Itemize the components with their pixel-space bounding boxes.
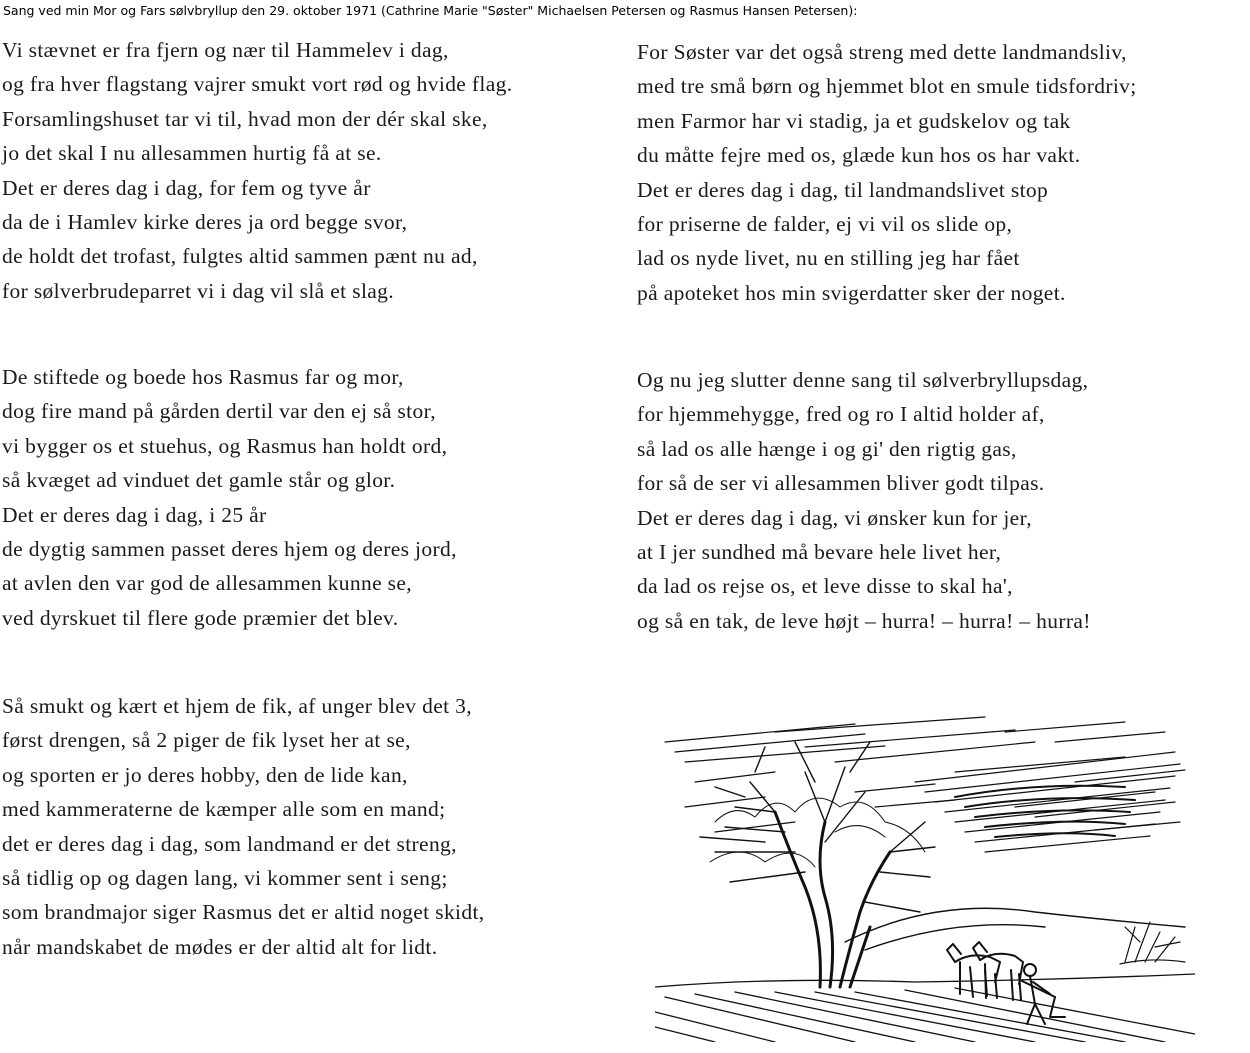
bush: [1120, 922, 1185, 964]
verse-line: vi bygger os et stuehus, og Rasmus han holdt ord,: [2, 433, 448, 458]
verse-line: ved dyrskuet til flere gode præmier det blev.: [2, 605, 399, 630]
page-caption: Sang ved min Mor og Fars sølvbryllup den 29. oktober 1971 (Cathrine Marie "Søster" Michaelsen Petersen og Rasmus Hansen Petersen):: [3, 3, 858, 18]
verse-line: Vi stævnet er fra fjern og nær til Hammelev i dag,: [2, 38, 449, 62]
plowing-farmer-illustration: [655, 712, 1195, 1042]
verse-line: med tre små børn og hjemmet blot en smule tidsfordriv;: [637, 74, 1137, 99]
verse-line: som brandmajor siger Rasmus det er altid noget skidt,: [2, 900, 485, 925]
verse-line: de dygtig sammen passet deres hjem og deres jord,: [2, 536, 457, 561]
stanza-3: [2, 689, 485, 964]
verse-line: men Farmor har vi stadig, ja et gudskelov og tak: [637, 108, 1071, 133]
verse-line: så kvæget ad vinduet det gamle står og glor.: [2, 468, 396, 493]
stanza-1: [2, 33, 512, 308]
verse-line: først drengen, så 2 piger de fik lyset her at se,: [2, 728, 411, 753]
verse-line: da lad os rejse os, et leve disse to skal ha',: [637, 574, 1013, 599]
verse-line: for så de ser vi allesammen bliver godt tilpas.: [637, 471, 1045, 496]
verse-line: da de i Hamlev kirke deres ja ord begge svor,: [2, 209, 408, 234]
verse-line: for priserne de falder, ej vi vil os slide op,: [637, 211, 1013, 236]
verse-line: jo det skal I nu allesammen hurtig få at se.: [2, 141, 382, 166]
verse-line: For Søster var det også streng med dette landmandsliv,: [637, 40, 1127, 64]
verse-line: lad os nyde livet, nu en stilling jeg har fået: [637, 246, 1020, 271]
verse-line: Det er deres dag i dag, til landmandslivet stop: [637, 177, 1049, 202]
verse-line: De stiftede og boede hos Rasmus far og mor,: [2, 365, 404, 389]
verse-line: på apoteket hos min svigerdatter sker der noget.: [637, 280, 1066, 305]
verse-line: og sporten er jo deres hobby, den de lide kan,: [2, 762, 408, 787]
verse-line: med kammeraterne de kæmper alle som en mand;: [2, 797, 446, 822]
verse-line: dog fire mand på gården dertil var den ej så stor,: [2, 399, 436, 424]
verse-line: og fra hver flagstang vajrer smukt vort rød og hvide flag.: [2, 72, 513, 97]
verse-line: at avlen den var god de allesammen kunne se,: [2, 571, 413, 596]
verse-line: så tidlig op og dagen lang, vi kommer sent i seng;: [2, 865, 448, 890]
verse-line: når mandskabet de mødes er der altid alt for lidt.: [2, 934, 438, 959]
verse-line: for hjemmehygge, fred og ro I altid holder af,: [637, 402, 1045, 427]
verse-line: Så smukt og kært et hjem de fik, af unger blev det 3,: [2, 694, 472, 718]
verse-line: de holdt det trofast, fulgtes altid sammen pænt nu ad,: [2, 244, 478, 269]
verse-line: det er deres dag i dag, som landmand er det streng,: [2, 831, 457, 856]
verse-line: Det er deres dag i dag, for fem og tyve år: [2, 175, 371, 200]
horses: [947, 942, 1023, 1000]
sky-hatching: [665, 717, 1185, 852]
stanza-2: [2, 360, 457, 635]
verse-line: Det er deres dag i dag, vi ønsker kun for jer,: [637, 505, 1032, 530]
verse-line: for sølverbrudeparret vi i dag vil slå et slag.: [2, 278, 394, 303]
ground-furrows: [655, 974, 1195, 1042]
verse-line: og så en tak, de leve højt – hurra! – hurra! – hurra!: [637, 608, 1091, 633]
verse-line: så lad os alle hænge i og gi' den rigtig gas,: [637, 436, 1017, 461]
verse-line: Forsamlingshuset tar vi til, hvad mon der dér skal ske,: [2, 106, 488, 131]
verse-line: Og nu jeg slutter denne sang til sølverbryllupsdag,: [637, 368, 1089, 392]
stanza-4: [637, 35, 1137, 310]
verse-line: du måtte fejre med os, glæde kun hos os har vakt.: [637, 143, 1081, 168]
verse-line: at I jer sundhed må bevare hele livet her,: [637, 539, 1002, 564]
tree: [775, 812, 890, 987]
stanza-5: [637, 363, 1091, 638]
verse-line: Det er deres dag i dag, i 25 år: [2, 502, 267, 527]
